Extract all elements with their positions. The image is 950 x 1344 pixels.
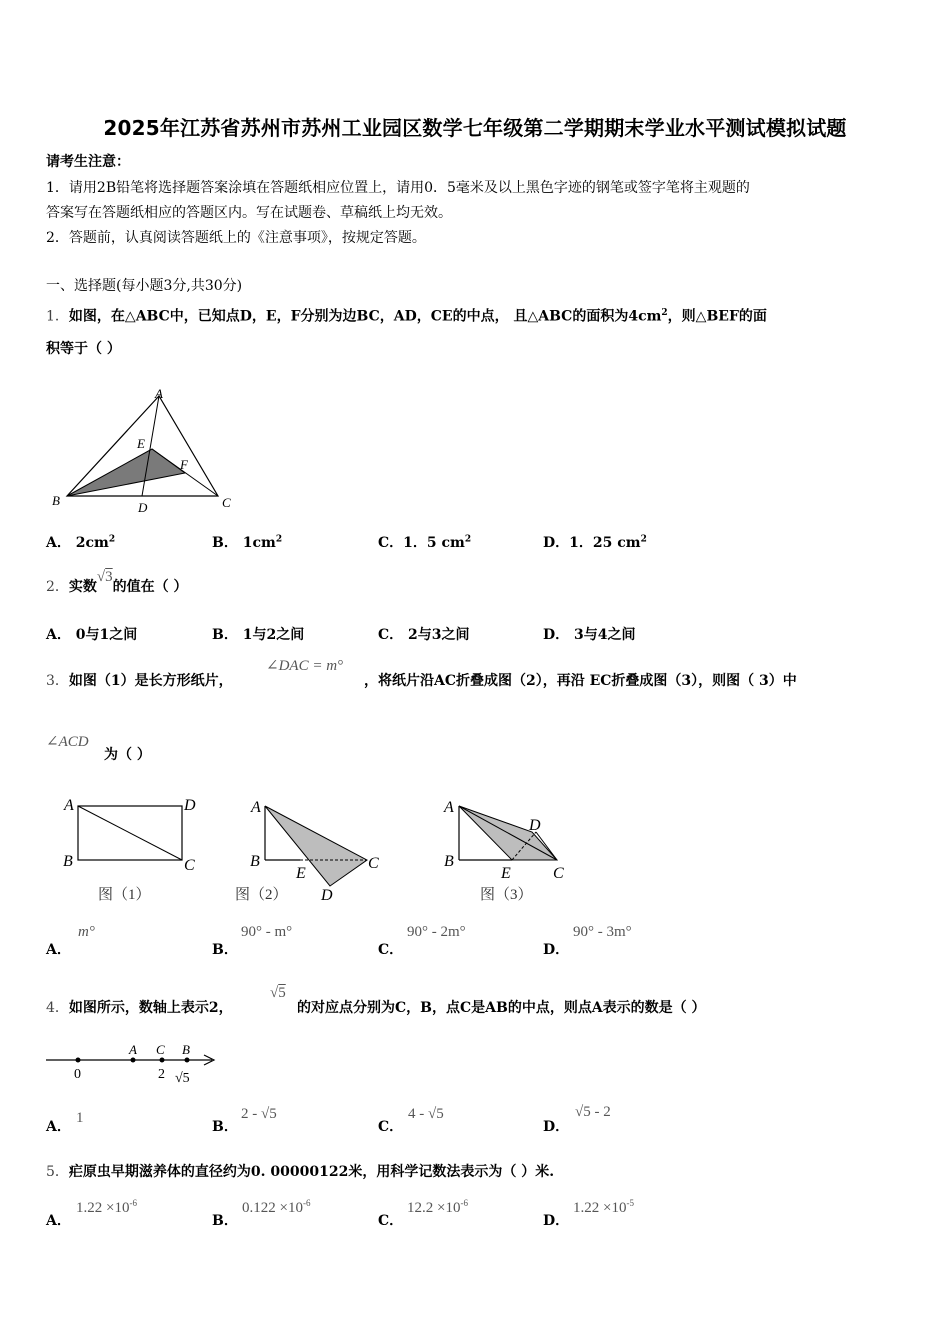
q3-option-b-letter[interactable]: B． <box>212 942 238 958</box>
label-c: C <box>184 857 195 874</box>
q3-option-c-value[interactable]: 90° - 2m° <box>407 924 466 940</box>
label-d: D <box>138 500 148 515</box>
notice-line-2: 2．答题前，认真阅读答题纸上的《注意事项》，按规定答题。 <box>46 230 426 246</box>
q4-option-d-letter[interactable]: D． <box>543 1119 570 1135</box>
number-line <box>44 1040 224 1090</box>
point-a <box>131 1058 136 1063</box>
shaded-triangle-bef <box>67 449 185 496</box>
q3-option-c-letter[interactable]: C． <box>378 942 404 958</box>
q5-option-b-letter[interactable]: B． <box>212 1213 238 1229</box>
q5-option-c-letter[interactable]: C． <box>378 1213 404 1229</box>
question-1-line-1 <box>46 303 767 327</box>
q1-option-b[interactable]: B． $1cm^2$ <box>212 534 283 551</box>
label-b: B <box>182 1042 190 1057</box>
label-c: C <box>156 1042 165 1057</box>
sqrt-five-expression: √5 <box>270 985 286 1001</box>
question-number: 2． <box>46 579 69 595</box>
sqrt-expression: √3 <box>96 569 113 585</box>
label-zero: 0 <box>74 1067 81 1082</box>
label-a: A <box>155 386 163 401</box>
label-a: A <box>251 799 261 816</box>
q4-option-c-letter[interactable]: C． <box>378 1119 404 1135</box>
q5-option-c-value[interactable]: $12.2 \times 10^{-6}$ <box>407 1198 468 1216</box>
question-5 <box>46 1162 554 1182</box>
q1-option-c[interactable]: C．1．5 $cm^2$ <box>378 534 472 551</box>
label-a: A <box>444 799 454 816</box>
point-c <box>160 1058 165 1063</box>
question-2 <box>46 569 188 597</box>
caption-3: 图（3） <box>480 887 533 903</box>
q3-option-b-value[interactable]: 90° - m° <box>241 924 293 940</box>
page-title: 2025年江苏省苏州市苏州工业园区数学七年级第二学期期末学业水平测试模拟试题 <box>103 116 847 140</box>
angle-dac-expression: ∠DAC = m° <box>266 658 344 674</box>
label-b: B <box>250 853 260 870</box>
point-b <box>185 1058 190 1063</box>
question-3-line-2: 为（ ） <box>104 747 151 763</box>
question-text: 如图（1）是长方形纸片， <box>68 673 233 689</box>
q5-option-b-value[interactable]: $0.122 \times 10^{-6}$ <box>242 1198 311 1216</box>
label-e: E <box>137 436 145 451</box>
label-d: D <box>184 797 196 814</box>
question-text: ，则△BEF的面 <box>667 308 767 325</box>
folded-triangle <box>265 806 367 886</box>
label-e: E <box>296 865 306 882</box>
q4-option-d-value[interactable]: √5 - 2 <box>575 1104 611 1120</box>
question-number: 4． <box>46 1000 69 1016</box>
label-b: B <box>444 853 454 870</box>
question-number: 5． <box>46 1164 69 1180</box>
question-4-text-b: 的对应点分别为C，B，点C是AB的中点，则点A表示的数是（ ） <box>297 1000 706 1016</box>
label-e: E <box>501 865 511 882</box>
q5-option-a-value[interactable]: $1.22 \times 10^{-6}$ <box>76 1198 137 1216</box>
caption-2: 图（2） <box>235 887 288 903</box>
q3-option-d-letter[interactable]: D． <box>543 942 570 958</box>
question-4 <box>46 998 233 1018</box>
notice-line-1a: 1．请用2B铅笔将选择题答案涂填在答题纸相应位置上，请用0．5毫米及以上黑色字迹的钢笔或签字笔将主观题的 <box>46 180 750 196</box>
label-root5: √5 <box>175 1071 190 1086</box>
question-3-line-1 <box>46 671 233 691</box>
q2-option-c[interactable]: C． 2与3之间 <box>378 627 470 643</box>
label-b: B <box>52 493 60 508</box>
question-text: 疟原虫早期滋养体的直径约为0. 00000122米，用科学记数法表示为（ ）米. <box>68 1164 555 1180</box>
q4-option-a-letter[interactable]: A． <box>46 1119 71 1135</box>
triangle-figure <box>46 386 246 516</box>
question-number: 3． <box>46 673 69 689</box>
question-text: 如图所示，数轴上表示2， <box>68 1000 233 1016</box>
label-b: B <box>63 853 73 870</box>
q2-option-b[interactable]: B． 1与2之间 <box>212 627 305 643</box>
label-c: C <box>222 495 231 510</box>
q5-option-d-value[interactable]: $1.22 \times 10^{-5}$ <box>573 1198 634 1216</box>
figure-2 <box>235 799 379 904</box>
label-c: C <box>553 865 564 882</box>
caption-1: 图（1） <box>98 887 151 903</box>
unit-superscript: 2 <box>661 308 668 318</box>
q3-option-a-value[interactable]: m° <box>78 924 95 940</box>
notice-line-1b: 答案写在答题纸相应的答题区内。写在试题卷、草稿纸上均无效。 <box>46 205 452 221</box>
notice-heading: 请考生注意： <box>46 154 130 170</box>
q4-option-b-letter[interactable]: B． <box>212 1119 238 1135</box>
q4-option-a-value[interactable]: 1 <box>76 1110 84 1126</box>
label-d: D <box>321 887 333 904</box>
figure-3 <box>443 799 564 903</box>
diagonal-ac <box>78 806 182 860</box>
q2-option-d[interactable]: D． 3与4之间 <box>543 627 636 643</box>
section-heading: 一、选择题(每小题3分,共30分) <box>46 278 243 294</box>
q5-option-a-letter[interactable]: A． <box>46 1213 71 1229</box>
question-text: 实数 <box>68 579 97 595</box>
q2-option-a[interactable]: A． 0与1之间 <box>46 627 138 643</box>
q3-option-d-value[interactable]: 90° - 3m° <box>573 924 632 940</box>
label-a: A <box>64 797 74 814</box>
q1-option-d[interactable]: D．1．25 $cm^2$ <box>543 534 647 551</box>
label-f: F <box>180 457 188 472</box>
label-a: A <box>129 1042 137 1057</box>
q1-option-a[interactable]: A． $2cm^2$ <box>46 534 116 551</box>
label-d: D <box>529 817 541 834</box>
q3-option-a-letter[interactable]: A． <box>46 942 71 958</box>
fold-figures <box>60 792 620 912</box>
figure-1 <box>63 797 196 903</box>
question-1-line-2: 积等于（ ） <box>46 341 121 357</box>
label-c: C <box>368 855 379 872</box>
question-number: 1． <box>46 308 69 325</box>
point-zero <box>76 1058 81 1063</box>
label-two: 2 <box>158 1067 165 1082</box>
question-3-line-1b: ，将纸片沿AC折叠成图（2），再沿 EC折叠成图（3），则图（ 3）中 <box>364 673 797 689</box>
q4-option-c-value[interactable]: 4 - √5 <box>408 1106 444 1122</box>
angle-acd-expression: ∠ACD <box>46 734 89 750</box>
q5-option-d-letter[interactable]: D． <box>543 1213 570 1229</box>
question-text: 如图，在△ABC中，已知点D，E，F分别为边BC，AD，CE的中点， 且△ABC的面积为4cm <box>68 308 662 325</box>
q4-option-b-value[interactable]: 2 - √5 <box>241 1106 277 1122</box>
question-text: 的值在（ ） <box>112 579 188 595</box>
